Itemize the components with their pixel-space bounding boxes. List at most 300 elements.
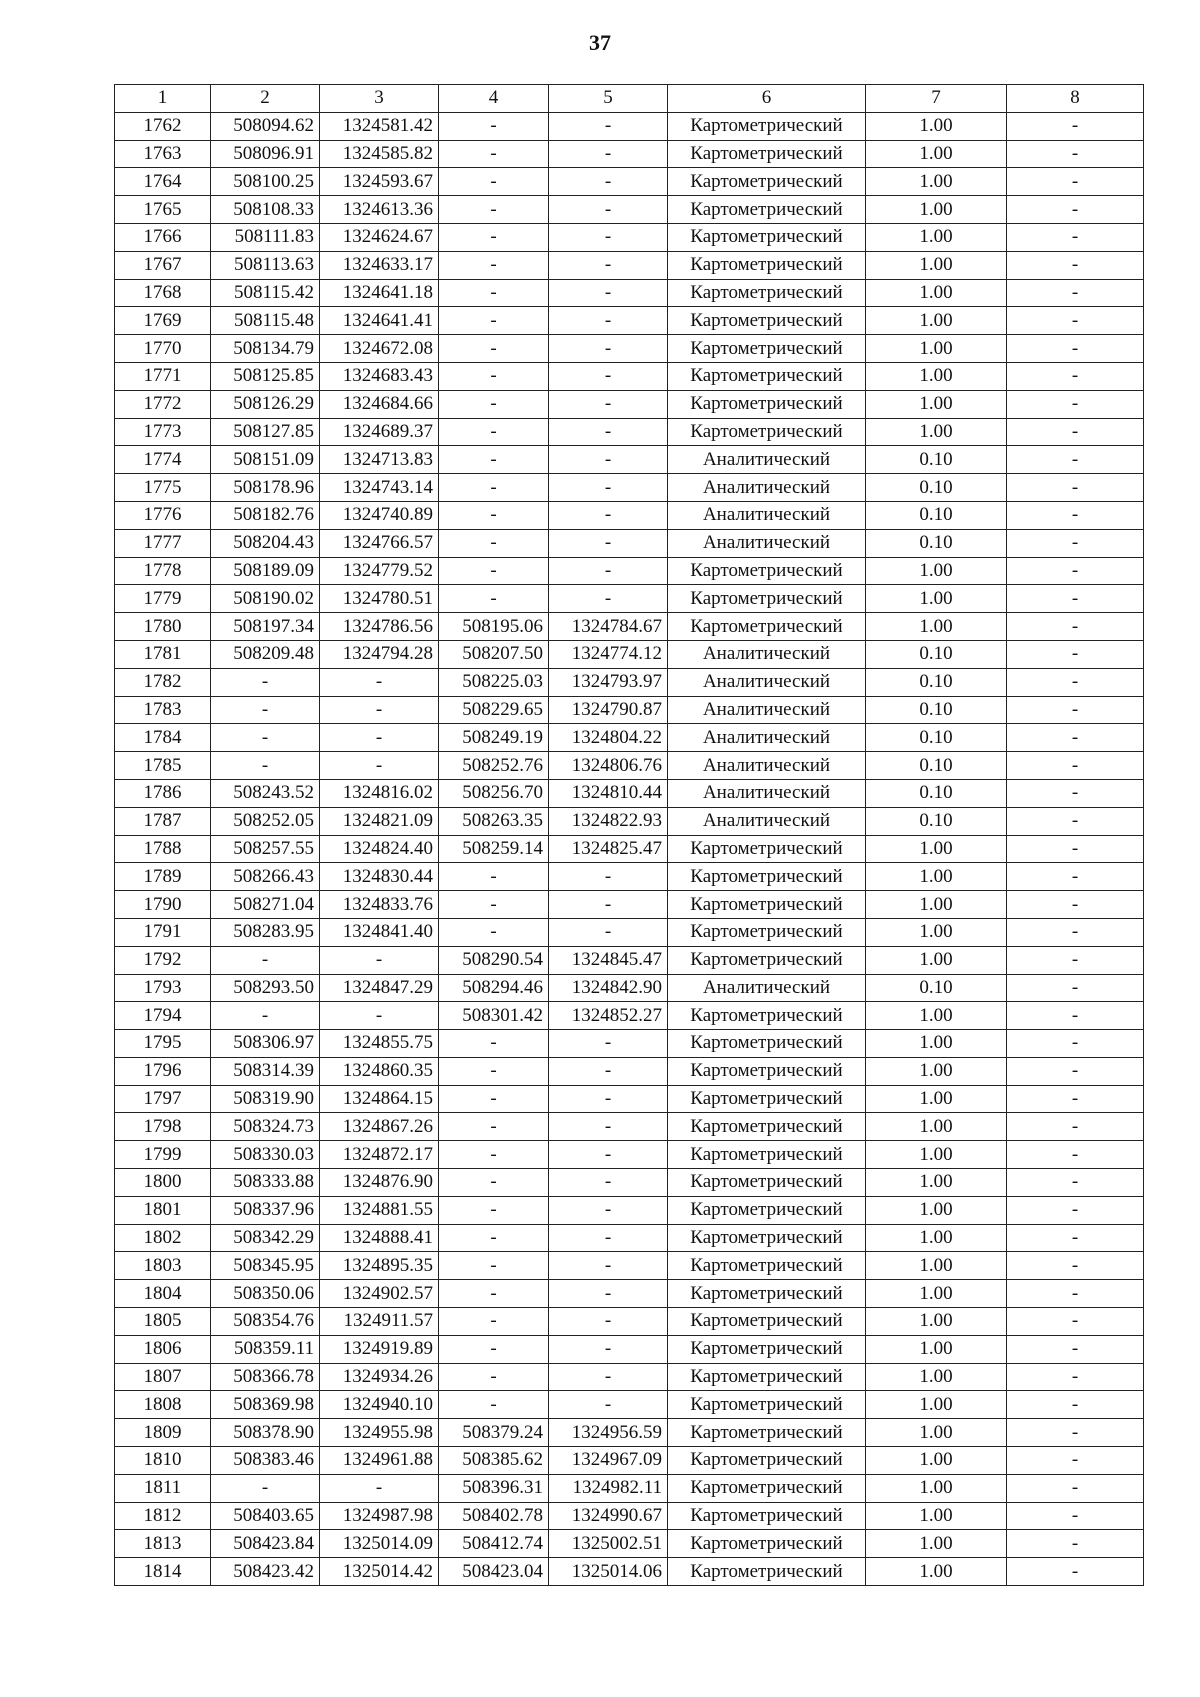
note-cell: -	[1007, 1280, 1144, 1308]
x-new-coordinate-cell: -	[439, 557, 549, 585]
table-row	[115, 501, 1144, 529]
accuracy-cell: 0.10	[866, 446, 1007, 474]
point-number-cell: 1803	[115, 1252, 211, 1280]
note-cell: -	[1007, 1363, 1144, 1391]
y-coordinate-cell: 1324713.83	[320, 446, 439, 474]
method-cell: Картометрический	[668, 140, 866, 168]
x-coordinate-cell: 508189.09	[211, 557, 320, 585]
accuracy-cell: 1.00	[866, 1085, 1007, 1113]
y-new-coordinate-cell: 1324852.27	[549, 1002, 668, 1030]
x-new-coordinate-cell: 508229.65	[439, 696, 549, 724]
y-new-coordinate-cell: -	[549, 1224, 668, 1252]
method-cell: Картометрический	[668, 1196, 866, 1224]
y-new-coordinate-cell: -	[549, 418, 668, 446]
x-new-coordinate-cell: -	[439, 585, 549, 613]
y-coordinate-cell: 1324786.56	[320, 613, 439, 641]
note-cell: -	[1007, 585, 1144, 613]
column-header-1: 1	[115, 85, 211, 113]
accuracy-cell: 1.00	[866, 335, 1007, 363]
x-coordinate-cell: 508306.97	[211, 1030, 320, 1058]
x-new-coordinate-cell: -	[439, 279, 549, 307]
table-row	[115, 1113, 1144, 1141]
method-cell: Картометрический	[668, 1030, 866, 1058]
note-cell: -	[1007, 752, 1144, 780]
point-number-cell: 1774	[115, 446, 211, 474]
accuracy-cell: 1.00	[866, 1502, 1007, 1530]
point-number-cell: 1772	[115, 390, 211, 418]
x-new-coordinate-cell: -	[439, 362, 549, 390]
point-number-cell: 1773	[115, 418, 211, 446]
method-cell: Аналитический	[668, 668, 866, 696]
x-new-coordinate-cell: -	[439, 390, 549, 418]
y-coordinate-cell: -	[320, 752, 439, 780]
x-new-coordinate-cell: -	[439, 1224, 549, 1252]
point-number-cell: 1786	[115, 779, 211, 807]
note-cell: -	[1007, 863, 1144, 891]
y-new-coordinate-cell: -	[549, 474, 668, 502]
x-coordinate-cell: 508096.91	[211, 140, 320, 168]
y-coordinate-cell: 1324624.67	[320, 223, 439, 251]
accuracy-cell: 0.10	[866, 529, 1007, 557]
y-coordinate-cell: 1324911.57	[320, 1308, 439, 1336]
table-row	[115, 362, 1144, 390]
note-cell: -	[1007, 724, 1144, 752]
y-new-coordinate-cell: -	[549, 168, 668, 196]
y-coordinate-cell: 1324641.18	[320, 279, 439, 307]
point-number-cell: 1793	[115, 974, 211, 1002]
table-row	[115, 474, 1144, 502]
table-row	[115, 251, 1144, 279]
x-coordinate-cell: 508324.73	[211, 1113, 320, 1141]
accuracy-cell: 0.10	[866, 779, 1007, 807]
y-new-coordinate-cell: 1324774.12	[549, 640, 668, 668]
method-cell: Картометрический	[668, 946, 866, 974]
point-number-cell: 1788	[115, 835, 211, 863]
y-coordinate-cell: 1324779.52	[320, 557, 439, 585]
note-cell: -	[1007, 640, 1144, 668]
y-coordinate-cell: 1324987.98	[320, 1502, 439, 1530]
x-new-coordinate-cell: 508402.78	[439, 1502, 549, 1530]
y-new-coordinate-cell: -	[549, 196, 668, 224]
x-coordinate-cell: 508257.55	[211, 835, 320, 863]
x-new-coordinate-cell: -	[439, 112, 549, 140]
point-number-cell: 1770	[115, 335, 211, 363]
x-new-coordinate-cell: 508301.42	[439, 1002, 549, 1030]
x-coordinate-cell: 508330.03	[211, 1141, 320, 1169]
table-row	[115, 1502, 1144, 1530]
point-number-cell: 1764	[115, 168, 211, 196]
column-header-4: 4	[439, 85, 549, 113]
method-cell: Картометрический	[668, 1169, 866, 1197]
y-new-coordinate-cell: -	[549, 251, 668, 279]
point-number-cell: 1797	[115, 1085, 211, 1113]
y-coordinate-cell: -	[320, 668, 439, 696]
point-number-cell: 1778	[115, 557, 211, 585]
method-cell: Картометрический	[668, 1558, 866, 1586]
x-coordinate-cell: 508359.11	[211, 1335, 320, 1363]
table-row	[115, 1363, 1144, 1391]
point-number-cell: 1814	[115, 1558, 211, 1586]
x-new-coordinate-cell: -	[439, 918, 549, 946]
method-cell: Картометрический	[668, 251, 866, 279]
x-new-coordinate-cell: -	[439, 1335, 549, 1363]
note-cell: -	[1007, 1335, 1144, 1363]
table-row	[115, 946, 1144, 974]
x-coordinate-cell: 508403.65	[211, 1502, 320, 1530]
x-new-coordinate-cell: -	[439, 196, 549, 224]
x-new-coordinate-cell: -	[439, 418, 549, 446]
note-cell: -	[1007, 474, 1144, 502]
y-new-coordinate-cell: -	[549, 112, 668, 140]
note-cell: -	[1007, 1169, 1144, 1197]
method-cell: Картометрический	[668, 418, 866, 446]
y-new-coordinate-cell: -	[549, 1085, 668, 1113]
point-number-cell: 1800	[115, 1169, 211, 1197]
table-row	[115, 779, 1144, 807]
y-new-coordinate-cell: 1324806.76	[549, 752, 668, 780]
point-number-cell: 1807	[115, 1363, 211, 1391]
x-coordinate-cell: 508127.85	[211, 418, 320, 446]
note-cell: -	[1007, 390, 1144, 418]
point-number-cell: 1806	[115, 1335, 211, 1363]
x-new-coordinate-cell: 508207.50	[439, 640, 549, 668]
accuracy-cell: 1.00	[866, 557, 1007, 585]
accuracy-cell: 1.00	[866, 1224, 1007, 1252]
table-row	[115, 640, 1144, 668]
method-cell: Картометрический	[668, 335, 866, 363]
x-coordinate-cell: 508252.05	[211, 807, 320, 835]
accuracy-cell: 1.00	[866, 1002, 1007, 1030]
accuracy-cell: 1.00	[866, 918, 1007, 946]
accuracy-cell: 0.10	[866, 807, 1007, 835]
y-coordinate-cell: 1324919.89	[320, 1335, 439, 1363]
x-new-coordinate-cell: -	[439, 501, 549, 529]
x-new-coordinate-cell: 508412.74	[439, 1530, 549, 1558]
x-coordinate-cell: -	[211, 724, 320, 752]
column-header-6: 6	[668, 85, 866, 113]
table-row	[115, 1085, 1144, 1113]
table-row	[115, 390, 1144, 418]
point-number-cell: 1763	[115, 140, 211, 168]
x-coordinate-cell: -	[211, 696, 320, 724]
table-row	[115, 891, 1144, 919]
accuracy-cell: 0.10	[866, 974, 1007, 1002]
note-cell: -	[1007, 446, 1144, 474]
note-cell: -	[1007, 1419, 1144, 1447]
x-new-coordinate-cell: -	[439, 446, 549, 474]
x-new-coordinate-cell: -	[439, 1141, 549, 1169]
method-cell: Картометрический	[668, 1057, 866, 1085]
x-coordinate-cell: 508345.95	[211, 1252, 320, 1280]
y-coordinate-cell: 1325014.09	[320, 1530, 439, 1558]
method-cell: Картометрический	[668, 1308, 866, 1336]
table-row	[115, 529, 1144, 557]
x-coordinate-cell: 508197.34	[211, 613, 320, 641]
accuracy-cell: 1.00	[866, 891, 1007, 919]
point-number-cell: 1790	[115, 891, 211, 919]
table-row	[115, 974, 1144, 1002]
y-new-coordinate-cell: -	[549, 501, 668, 529]
note-cell: -	[1007, 251, 1144, 279]
method-cell: Аналитический	[668, 640, 866, 668]
note-cell: -	[1007, 668, 1144, 696]
method-cell: Аналитический	[668, 752, 866, 780]
table-row	[115, 863, 1144, 891]
note-cell: -	[1007, 557, 1144, 585]
method-cell: Картометрический	[668, 279, 866, 307]
table-row	[115, 696, 1144, 724]
method-cell: Картометрический	[668, 1530, 866, 1558]
method-cell: Картометрический	[668, 1335, 866, 1363]
y-new-coordinate-cell: 1325014.06	[549, 1558, 668, 1586]
x-new-coordinate-cell: -	[439, 251, 549, 279]
method-cell: Картометрический	[668, 557, 866, 585]
accuracy-cell: 0.10	[866, 501, 1007, 529]
y-new-coordinate-cell: -	[549, 140, 668, 168]
note-cell: -	[1007, 223, 1144, 251]
x-coordinate-cell: 508134.79	[211, 335, 320, 363]
table-row	[115, 1308, 1144, 1336]
method-cell: Аналитический	[668, 696, 866, 724]
table-row	[115, 140, 1144, 168]
x-coordinate-cell: 508113.63	[211, 251, 320, 279]
x-coordinate-cell: 508378.90	[211, 1419, 320, 1447]
note-cell: -	[1007, 418, 1144, 446]
y-coordinate-cell: 1324672.08	[320, 335, 439, 363]
y-new-coordinate-cell: 1324810.44	[549, 779, 668, 807]
x-coordinate-cell: 508209.48	[211, 640, 320, 668]
x-coordinate-cell: 508182.76	[211, 501, 320, 529]
x-coordinate-cell: 508383.46	[211, 1447, 320, 1475]
point-number-cell: 1783	[115, 696, 211, 724]
note-cell: -	[1007, 1224, 1144, 1252]
x-coordinate-cell: -	[211, 946, 320, 974]
x-coordinate-cell: 508100.25	[211, 168, 320, 196]
y-coordinate-cell: 1324961.88	[320, 1447, 439, 1475]
y-coordinate-cell: 1324940.10	[320, 1391, 439, 1419]
note-cell: -	[1007, 196, 1144, 224]
y-coordinate-cell: 1324684.66	[320, 390, 439, 418]
accuracy-cell: 1.00	[866, 279, 1007, 307]
table-row	[115, 1280, 1144, 1308]
column-header-8: 8	[1007, 85, 1144, 113]
note-cell: -	[1007, 974, 1144, 1002]
accuracy-cell: 0.10	[866, 752, 1007, 780]
x-new-coordinate-cell: -	[439, 1308, 549, 1336]
accuracy-cell: 1.00	[866, 1447, 1007, 1475]
table-row	[115, 1002, 1144, 1030]
x-new-coordinate-cell: 508259.14	[439, 835, 549, 863]
note-cell: -	[1007, 1474, 1144, 1502]
note-cell: -	[1007, 613, 1144, 641]
accuracy-cell: 1.00	[866, 585, 1007, 613]
y-coordinate-cell: 1324641.41	[320, 307, 439, 335]
accuracy-cell: 1.00	[866, 1335, 1007, 1363]
table-row	[115, 196, 1144, 224]
x-new-coordinate-cell: -	[439, 529, 549, 557]
point-number-cell: 1809	[115, 1419, 211, 1447]
column-header-7: 7	[866, 85, 1007, 113]
accuracy-cell: 0.10	[866, 724, 1007, 752]
point-number-cell: 1784	[115, 724, 211, 752]
y-new-coordinate-cell: -	[549, 1363, 668, 1391]
accuracy-cell: 1.00	[866, 1030, 1007, 1058]
x-coordinate-cell: 508423.42	[211, 1558, 320, 1586]
table-row	[115, 1057, 1144, 1085]
y-coordinate-cell: 1324683.43	[320, 362, 439, 390]
point-number-cell: 1762	[115, 112, 211, 140]
table-row	[115, 724, 1144, 752]
method-cell: Картометрический	[668, 168, 866, 196]
x-coordinate-cell: 508108.33	[211, 196, 320, 224]
x-coordinate-cell: 508115.48	[211, 307, 320, 335]
table-row	[115, 418, 1144, 446]
accuracy-cell: 1.00	[866, 946, 1007, 974]
y-coordinate-cell: 1324780.51	[320, 585, 439, 613]
method-cell: Картометрический	[668, 1085, 866, 1113]
note-cell: -	[1007, 1057, 1144, 1085]
point-number-cell: 1775	[115, 474, 211, 502]
point-number-cell: 1812	[115, 1502, 211, 1530]
x-coordinate-cell: 508283.95	[211, 918, 320, 946]
x-new-coordinate-cell: -	[439, 1030, 549, 1058]
accuracy-cell: 1.00	[866, 1252, 1007, 1280]
method-cell: Картометрический	[668, 918, 866, 946]
note-cell: -	[1007, 168, 1144, 196]
x-new-coordinate-cell: -	[439, 168, 549, 196]
y-new-coordinate-cell: -	[549, 446, 668, 474]
method-cell: Картометрический	[668, 223, 866, 251]
table-row	[115, 1419, 1144, 1447]
note-cell: -	[1007, 1502, 1144, 1530]
x-new-coordinate-cell: -	[439, 223, 549, 251]
method-cell: Картометрический	[668, 613, 866, 641]
x-new-coordinate-cell: 508225.03	[439, 668, 549, 696]
table-row	[115, 307, 1144, 335]
x-coordinate-cell: 508293.50	[211, 974, 320, 1002]
accuracy-cell: 1.00	[866, 168, 1007, 196]
method-cell: Картометрический	[668, 362, 866, 390]
y-new-coordinate-cell: 1324842.90	[549, 974, 668, 1002]
y-new-coordinate-cell: 1324990.67	[549, 1502, 668, 1530]
x-new-coordinate-cell: -	[439, 140, 549, 168]
x-coordinate-cell: 508178.96	[211, 474, 320, 502]
note-cell: -	[1007, 1085, 1144, 1113]
coordinates-table	[114, 84, 1144, 1586]
accuracy-cell: 1.00	[866, 1391, 1007, 1419]
y-new-coordinate-cell: -	[549, 529, 668, 557]
table-row	[115, 1169, 1144, 1197]
y-coordinate-cell: 1324585.82	[320, 140, 439, 168]
point-number-cell: 1798	[115, 1113, 211, 1141]
table-row	[115, 1391, 1144, 1419]
y-coordinate-cell: 1324902.57	[320, 1280, 439, 1308]
y-new-coordinate-cell: 1324790.87	[549, 696, 668, 724]
x-new-coordinate-cell: -	[439, 863, 549, 891]
point-number-cell: 1782	[115, 668, 211, 696]
point-number-cell: 1781	[115, 640, 211, 668]
method-cell: Картометрический	[668, 585, 866, 613]
note-cell: -	[1007, 1558, 1144, 1586]
point-number-cell: 1767	[115, 251, 211, 279]
y-coordinate-cell: 1324876.90	[320, 1169, 439, 1197]
method-cell: Картометрический	[668, 863, 866, 891]
table-row	[115, 446, 1144, 474]
table-row	[115, 807, 1144, 835]
accuracy-cell: 1.00	[866, 1474, 1007, 1502]
method-cell: Аналитический	[668, 724, 866, 752]
point-number-cell: 1801	[115, 1196, 211, 1224]
y-new-coordinate-cell: 1324793.97	[549, 668, 668, 696]
method-cell: Аналитический	[668, 446, 866, 474]
point-number-cell: 1766	[115, 223, 211, 251]
point-number-cell: 1780	[115, 613, 211, 641]
x-new-coordinate-cell: -	[439, 1391, 549, 1419]
x-coordinate-cell: 508115.42	[211, 279, 320, 307]
note-cell: -	[1007, 140, 1144, 168]
x-new-coordinate-cell: -	[439, 1169, 549, 1197]
accuracy-cell: 1.00	[866, 1141, 1007, 1169]
y-new-coordinate-cell: -	[549, 1196, 668, 1224]
accuracy-cell: 1.00	[866, 362, 1007, 390]
x-coordinate-cell: 508271.04	[211, 891, 320, 919]
y-coordinate-cell: 1324743.14	[320, 474, 439, 502]
note-cell: -	[1007, 1308, 1144, 1336]
note-cell: -	[1007, 1196, 1144, 1224]
y-coordinate-cell: 1324955.98	[320, 1419, 439, 1447]
method-cell: Картометрический	[668, 307, 866, 335]
x-coordinate-cell: 508094.62	[211, 112, 320, 140]
note-cell: -	[1007, 362, 1144, 390]
x-coordinate-cell: 508354.76	[211, 1308, 320, 1336]
note-cell: -	[1007, 779, 1144, 807]
x-new-coordinate-cell: 508385.62	[439, 1447, 549, 1475]
note-cell: -	[1007, 112, 1144, 140]
y-coordinate-cell: 1324864.15	[320, 1085, 439, 1113]
y-coordinate-cell: 1324740.89	[320, 501, 439, 529]
point-number-cell: 1799	[115, 1141, 211, 1169]
note-cell: -	[1007, 529, 1144, 557]
note-cell: -	[1007, 891, 1144, 919]
method-cell: Картометрический	[668, 1113, 866, 1141]
table-row	[115, 1335, 1144, 1363]
y-new-coordinate-cell: -	[549, 1113, 668, 1141]
point-number-cell: 1776	[115, 501, 211, 529]
y-coordinate-cell: 1324833.76	[320, 891, 439, 919]
y-new-coordinate-cell: 1324967.09	[549, 1447, 668, 1475]
table-row	[115, 112, 1144, 140]
accuracy-cell: 1.00	[866, 835, 1007, 863]
x-coordinate-cell: 508151.09	[211, 446, 320, 474]
column-header-3: 3	[320, 85, 439, 113]
method-cell: Картометрический	[668, 1141, 866, 1169]
column-header-2: 2	[211, 85, 320, 113]
method-cell: Аналитический	[668, 501, 866, 529]
method-cell: Картометрический	[668, 1224, 866, 1252]
accuracy-cell: 0.10	[866, 640, 1007, 668]
accuracy-cell: 1.00	[866, 1530, 1007, 1558]
y-coordinate-cell: 1324830.44	[320, 863, 439, 891]
y-coordinate-cell: 1324841.40	[320, 918, 439, 946]
y-new-coordinate-cell: 1324822.93	[549, 807, 668, 835]
y-coordinate-cell: 1324821.09	[320, 807, 439, 835]
accuracy-cell: 1.00	[866, 1280, 1007, 1308]
table-row	[115, 557, 1144, 585]
table-row	[115, 335, 1144, 363]
method-cell: Картометрический	[668, 112, 866, 140]
y-new-coordinate-cell: -	[549, 557, 668, 585]
x-coordinate-cell: 508190.02	[211, 585, 320, 613]
